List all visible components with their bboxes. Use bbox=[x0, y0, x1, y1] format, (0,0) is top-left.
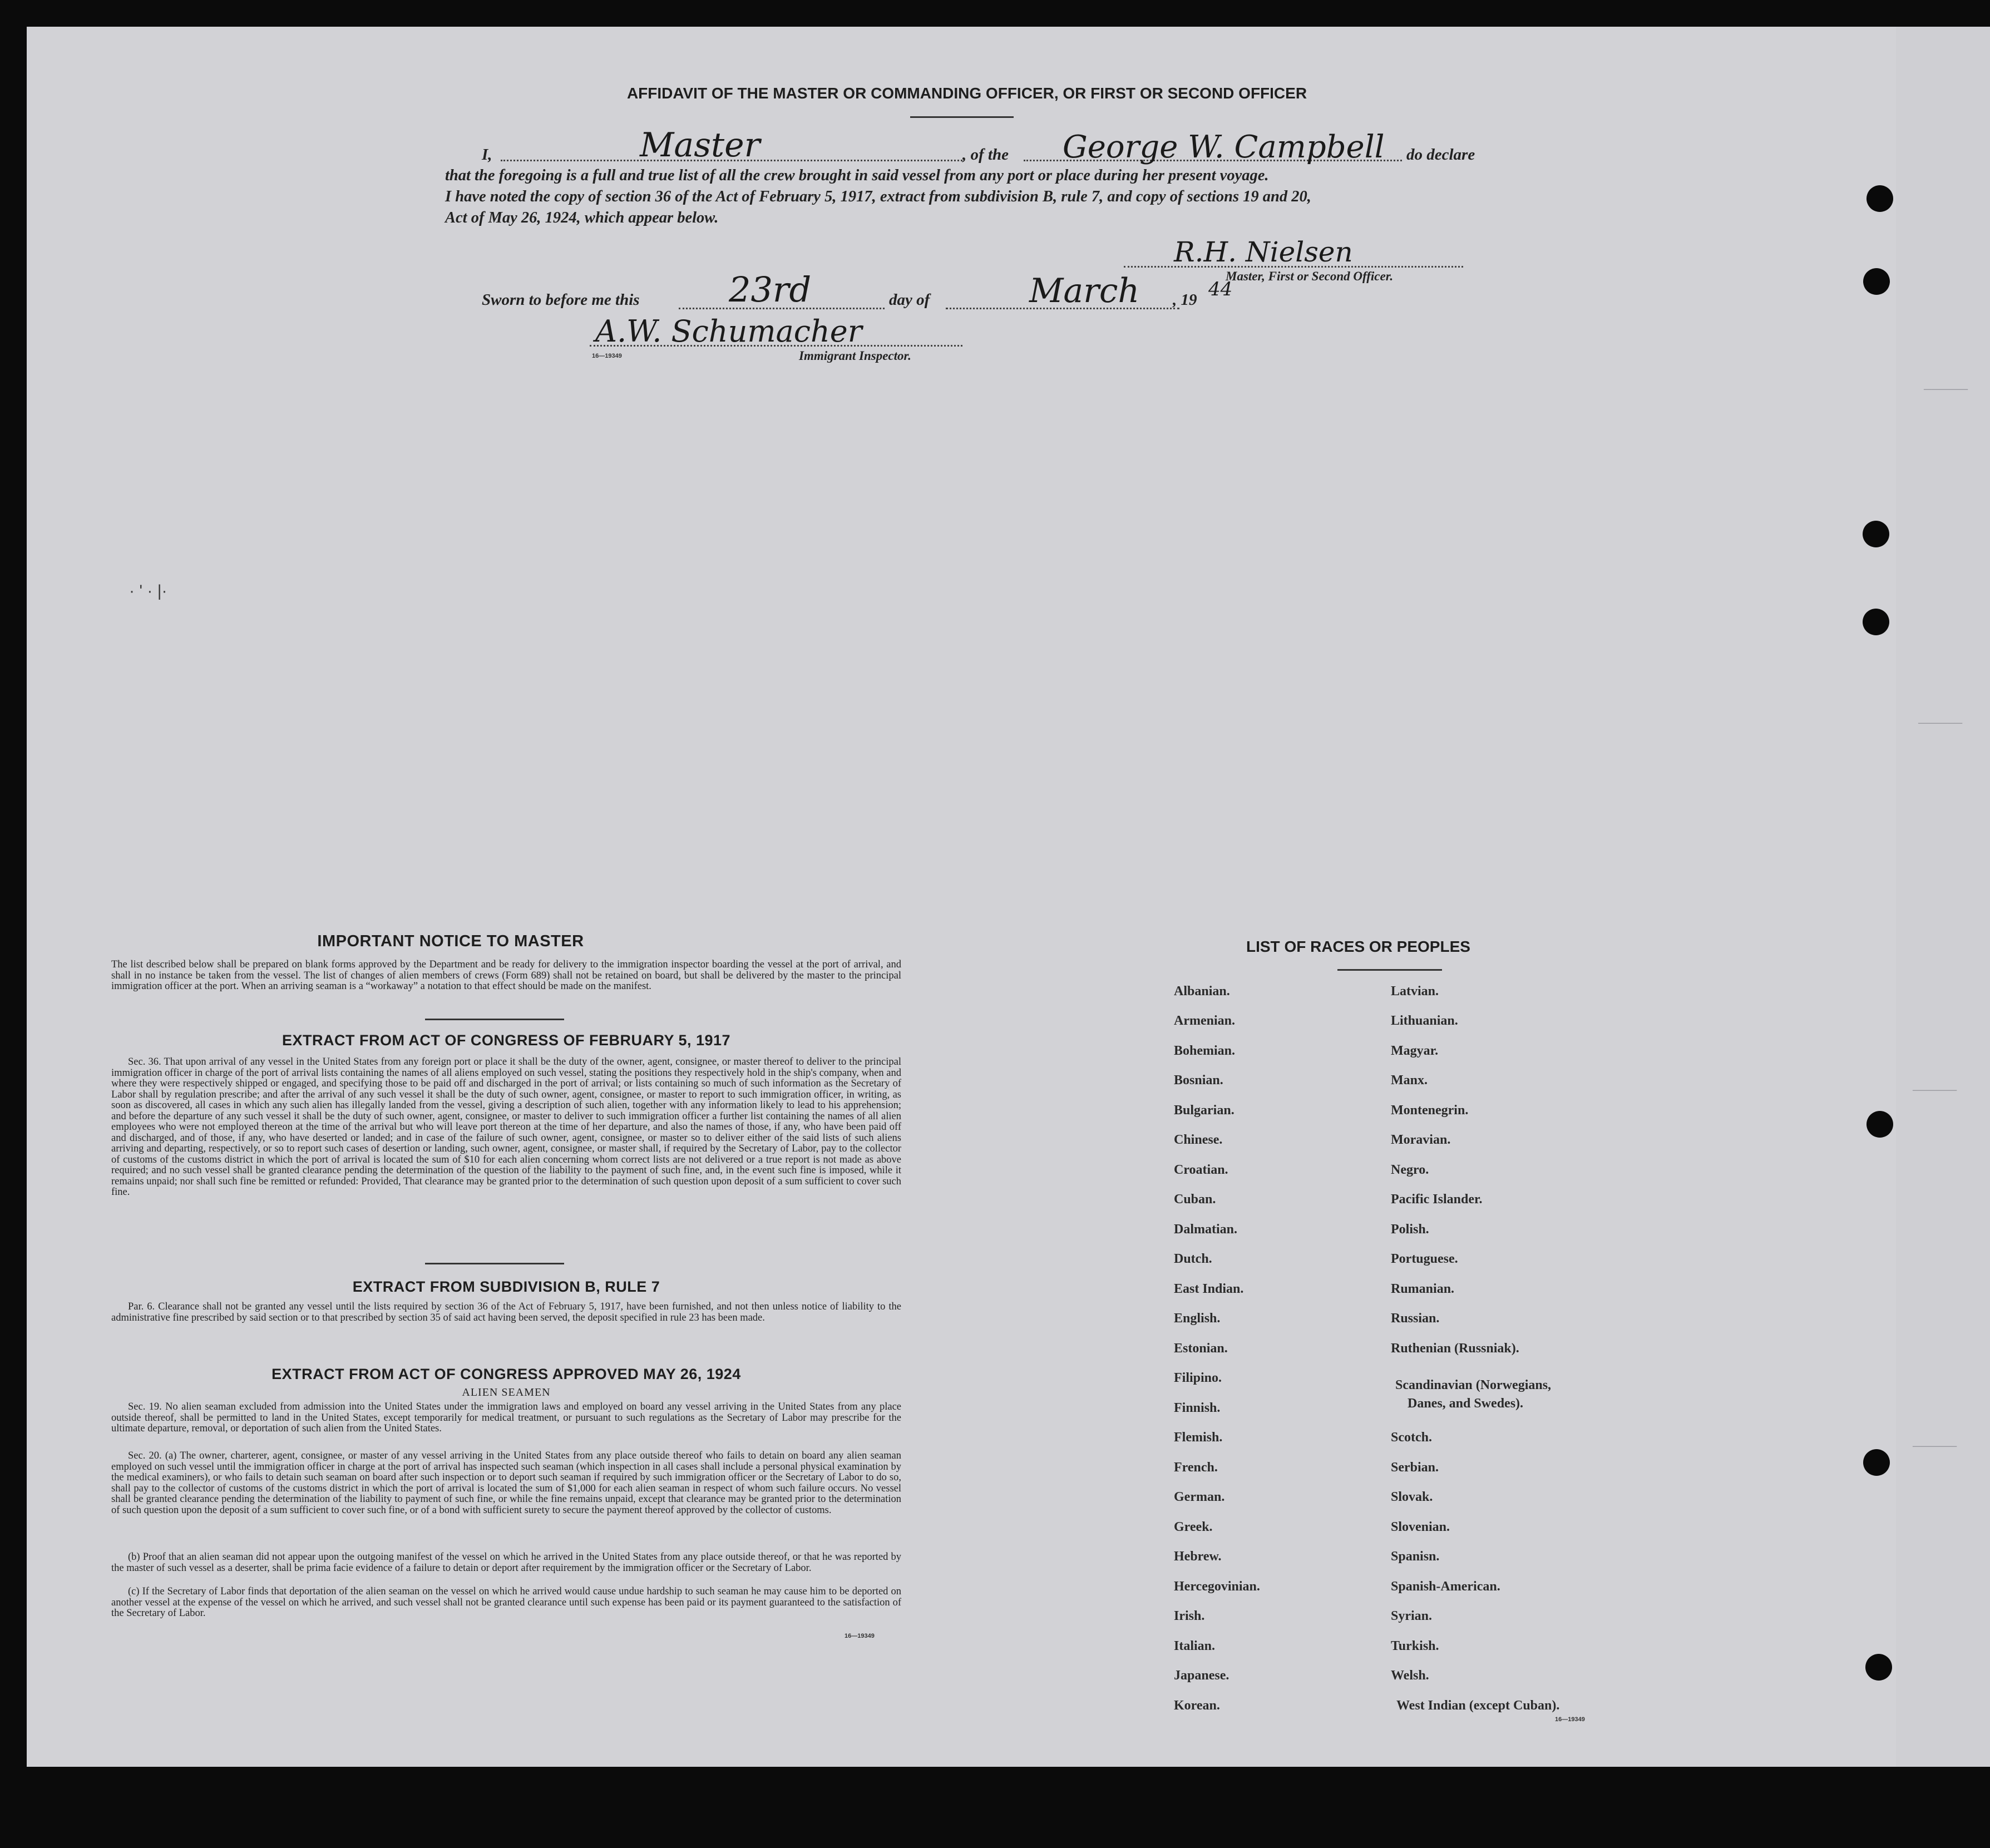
notice-title: IMPORTANT NOTICE TO MASTER bbox=[317, 932, 584, 950]
race-right: Slovenian. bbox=[1391, 1520, 1450, 1534]
divider bbox=[425, 1263, 564, 1264]
race-left: French. bbox=[1174, 1460, 1218, 1475]
affidavit-of-the: , of the bbox=[962, 146, 1009, 164]
affidavit-line4: Act of May 26, 1924, which appear below. bbox=[445, 209, 719, 226]
race-right: Magyar. bbox=[1391, 1044, 1439, 1058]
title-divider bbox=[910, 116, 1014, 118]
ghost-mark: —————— bbox=[1924, 383, 1968, 397]
races-form-number: 16—19349 bbox=[1555, 1716, 1585, 1723]
race-left: Finnish. bbox=[1174, 1401, 1221, 1415]
sec19-body: Sec. 19. No alien seaman excluded from admission into the United States under the immigration laws and employed on board any vessel arriving in the United States from any place outside thereof, shall be permitted to land in the United States, except temporarily for medical treatment, or pursuant to such regulations as the Secretary of Labor may prescribe for the ultimate departure, removal, or deportation of such alien from the United States. bbox=[111, 1401, 901, 1434]
sworn-day-of: day of bbox=[889, 291, 930, 309]
race-right: Spanish-American. bbox=[1391, 1579, 1500, 1594]
punch-hole bbox=[1863, 521, 1889, 547]
capacity-handwritten: Master bbox=[640, 126, 761, 165]
punch-hole bbox=[1863, 268, 1890, 295]
race-left: Dutch. bbox=[1174, 1252, 1212, 1266]
inspector-caption: Immigrant Inspector. bbox=[799, 349, 911, 363]
sworn-day-handwritten: 23rd bbox=[729, 269, 812, 310]
race-left: Cuban. bbox=[1174, 1192, 1216, 1207]
race-right: Russian. bbox=[1391, 1311, 1440, 1326]
sworn-prefix: Sworn to before me this bbox=[482, 291, 640, 309]
race-left: Bohemian. bbox=[1174, 1044, 1236, 1058]
race-right: Spanisn. bbox=[1391, 1549, 1440, 1564]
race-left: Estonian. bbox=[1174, 1341, 1228, 1356]
race-left: Greek. bbox=[1174, 1520, 1213, 1534]
race-left: Korean. bbox=[1174, 1698, 1220, 1713]
race-right: Serbian. bbox=[1391, 1460, 1439, 1475]
officer-signature-line bbox=[1124, 266, 1463, 268]
punch-hole bbox=[1863, 609, 1889, 635]
extract-1924-title: EXTRACT FROM ACT OF CONGRESS APPROVED MAY 26, 1924 bbox=[271, 1366, 741, 1382]
ghost-mark: —————— bbox=[1913, 1084, 1957, 1098]
race-right: Manx. bbox=[1391, 1073, 1428, 1088]
affidavit-form-number: 16—19349 bbox=[592, 353, 622, 359]
affidavit-line3: I have noted the copy of section 36 of the Act of February 5, 1917, extract from subdivision B, rule 7, and copy of sections 19 and 20, bbox=[445, 188, 1311, 205]
race-left: Chinese. bbox=[1174, 1133, 1223, 1147]
race-left: Irish. bbox=[1174, 1609, 1205, 1623]
race-right: Scotch. bbox=[1391, 1430, 1432, 1445]
notice-body: The list described below shall be prepared on blank forms approved by the Department and be ready for delivery to the immigration inspector boarding the vessel at the port of arrival, and shall in no instance be taken from the vessel. The list of changes of alien members of crews (Form 689) shall not be retained on board, but shall be delivered by the master to the principal immigration officer at the port. When an arriving seaman is a “workaway” a notation to that effect should be made on the manifest. bbox=[111, 959, 901, 992]
race-right: Montenegrin. bbox=[1391, 1103, 1469, 1118]
extract-rule7-body: Par. 6. Clearance shall not be granted any vessel until the lists required by section 36 of the Act of February 5, 1917, have been furnished, and not then unless notice of liability to the administrative fine prescribed by said section or to that prescribed by section 35 of said act having been served, the deposit specified in rule 23 has been made. bbox=[111, 1301, 901, 1323]
race-left: Italian. bbox=[1174, 1639, 1216, 1653]
race-left: Bosnian. bbox=[1174, 1073, 1223, 1088]
race-right: Danes, and Swedes). bbox=[1408, 1396, 1524, 1411]
sec20a-body: Sec. 20. (a) The owner, charterer, agent, consignee, or master of any vessel arriving in the United States from any place outside thereof who fails to detain on board any alien seaman employed on such vessel until the immigration officer in charge at the port of arrival has inspected such seaman (which inspection in all cases shall include a personal physical examination by the medical examiners), or who fails to detain such seaman on board after such inspection or to deport such seaman if required by such immigration officer or the Secretary of Labor to do so, shall pay to the collector of customs of the customs district in which the port of arrival is located the sum of $1,000 for each alien seaman in respect of whom such failure occurs. No vessel shall be granted clearance pending the determination of the liability to payment of such fine, or while the fine remains unpaid, except that clearance may be granted prior to the determination of such question upon the deposit of a sum sufficient to cover such fine, or of a bond with sufficient surety to secure the payment thereof approved by the collector of customs. bbox=[111, 1450, 901, 1516]
race-right: Negro. bbox=[1391, 1163, 1429, 1177]
race-left: Hebrew. bbox=[1174, 1549, 1222, 1564]
officer-caption: Master, First or Second Officer. bbox=[1226, 269, 1394, 283]
punch-hole bbox=[1866, 1111, 1893, 1138]
race-left: Croatian. bbox=[1174, 1163, 1228, 1177]
race-right: Syrian. bbox=[1391, 1609, 1433, 1623]
race-right: Portuguese. bbox=[1391, 1252, 1458, 1266]
affidavit-declare: do declare bbox=[1406, 146, 1475, 164]
sworn-year-prefix: , 19 bbox=[1173, 291, 1197, 309]
extract-rule7-title: EXTRACT FROM SUBDIVISION B, RULE 7 bbox=[352, 1278, 660, 1295]
ghost-mark: —————— bbox=[1913, 1440, 1957, 1454]
race-right: Slovak. bbox=[1391, 1490, 1433, 1504]
vessel-name-handwritten: George W. Campbell bbox=[1063, 129, 1385, 165]
extract-1917-body: Sec. 36. That upon arrival of any vessel in the United States from any foreign port or place it shall be the duty of the owner, agent, consignee, or master thereof to deliver to the principal immigration officer in charge of the port of arrival lists containing the names of all aliens employed on such vessel, stating the positions they respectively hold in the ship's company, when and where they were respectively shipped or engaged, and specifying those to be paid off and discharged in the port of arrival; or lists containing so much of such information as the Secretary of Labor shall by regulation prescribe; and after the arrival of any such vessel it shall be the duty of such owner, agent, consignee, or master to report to such immigration officer, in writing, as soon as discovered, all cases in which any such alien has illegally landed from the vessel, giving a description of such alien, together with any information likely to lead to his apprehension; and before the departure of any such vessel it shall be the duty of such owner, agent, consignee, or master to deliver to such immigration officer a further list containing the names of all alien employees who were not employed thereon at the time of the arrival but who will leave port thereon at the time of her departure, and also the names of those, if any, who have been paid off and discharged, and of those, if any, who have deserted or landed; and in case of the failure of such owner, agent, consignee, or master so to deliver either of the said lists of such aliens arriving and departing, respectively, or so to report such cases of desertion or landing, such owner, agent, consignee, or master shall, if required by the Secretary of Labor, pay to the collector of customs of the customs district in which the port of arrival is located the sum of $10 for each alien concerning whom correct lists are not delivered or a true report is not made as above required; and no such vessel shall be granted clearance pending the determination of the question of the liability to the payment of such fine, and, in the event such fine is imposed, while it remains unpaid; nor shall such fine be remitted or refunded: Provided, That clearance may be granted prior to the determination of such question upon deposit of a sum sufficient to cover such fine. bbox=[111, 1056, 901, 1198]
affidavit-i: I, bbox=[482, 146, 492, 164]
race-left: Flemish. bbox=[1174, 1430, 1223, 1445]
inspector-signature: A.W. Schumacher bbox=[595, 314, 862, 349]
race-right: Welsh. bbox=[1391, 1668, 1429, 1683]
sworn-month-handwritten: March bbox=[1029, 271, 1140, 310]
punch-hole bbox=[1863, 1449, 1890, 1476]
race-right: Pacific Islander. bbox=[1391, 1192, 1483, 1207]
extract-1924-subtitle: ALIEN SEAMEN bbox=[462, 1386, 551, 1399]
race-left: Dalmatian. bbox=[1174, 1222, 1237, 1237]
race-left: Japanese. bbox=[1174, 1668, 1229, 1683]
race-left: German. bbox=[1174, 1490, 1225, 1504]
sworn-year-handwritten: 44 bbox=[1208, 278, 1233, 300]
races-title: LIST OF RACES OR PEOPLES bbox=[1246, 938, 1470, 955]
race-right: Scandinavian (Norwegians, bbox=[1395, 1378, 1552, 1392]
bleed-through-edge bbox=[1896, 27, 1990, 1767]
race-left: Hercegovinian. bbox=[1174, 1579, 1260, 1594]
race-right: Rumanian. bbox=[1391, 1282, 1455, 1296]
race-left: Armenian. bbox=[1174, 1014, 1235, 1028]
sec20c-body: (c) If the Secretary of Labor finds that deportation of the alien seaman on the vessel on which he arrived would cause undue hardship to such seaman he may cause him to be deported on another vessel at the expense of the vessel on which he arrived, and such vessel shall not be granted clearance until such expense has been paid or its payment guaranteed to the satisfaction of the Secretary of Labor. bbox=[111, 1586, 901, 1619]
race-right: Polish. bbox=[1391, 1222, 1429, 1237]
race-right: Turkish. bbox=[1391, 1639, 1439, 1653]
affidavit-line2: that the foregoing is a full and true list of all the crew brought in said vessel from any port or place during her present voyage. bbox=[445, 167, 1269, 184]
race-right: Latvian. bbox=[1391, 984, 1439, 999]
extract-1917-title: EXTRACT FROM ACT OF CONGRESS OF FEBRUARY 5, 1917 bbox=[282, 1032, 731, 1049]
inspector-signature-line bbox=[590, 345, 962, 347]
race-left: East Indian. bbox=[1174, 1282, 1244, 1296]
race-left: English. bbox=[1174, 1311, 1221, 1326]
officer-signature: R.H. Nielsen bbox=[1174, 236, 1353, 268]
race-right: Moravian. bbox=[1391, 1133, 1451, 1147]
race-left: Bulgarian. bbox=[1174, 1103, 1235, 1118]
race-left: Filipino. bbox=[1174, 1371, 1222, 1385]
race-right: Ruthenian (Russniak). bbox=[1391, 1341, 1519, 1356]
punch-hole bbox=[1865, 1654, 1892, 1681]
races-divider bbox=[1337, 969, 1442, 971]
race-right: West Indian (except Cuban). bbox=[1396, 1698, 1560, 1713]
divider bbox=[425, 1019, 564, 1020]
stray-mark: · ' · |· bbox=[129, 582, 167, 600]
affidavit-title: AFFIDAVIT OF THE MASTER OR COMMANDING OFFICER, OR FIRST OR SECOND OFFICER bbox=[626, 85, 1307, 102]
punch-hole bbox=[1866, 185, 1893, 212]
sec20b-body: (b) Proof that an alien seaman did not appear upon the outgoing manifest of the vessel on which he arrived in the United States from any place outside thereof, or that he was reported by the master of such vessel as a deserter, shall be prima facie evidence of a failure to detain or deport after requirement by the immigration officer or the Secretary of Labor. bbox=[111, 1551, 901, 1574]
ghost-mark: —————— bbox=[1918, 717, 1963, 730]
race-left: Albanian. bbox=[1174, 984, 1230, 999]
extract-form-number: 16—19349 bbox=[845, 1633, 875, 1639]
race-right: Lithuanian. bbox=[1391, 1014, 1458, 1028]
